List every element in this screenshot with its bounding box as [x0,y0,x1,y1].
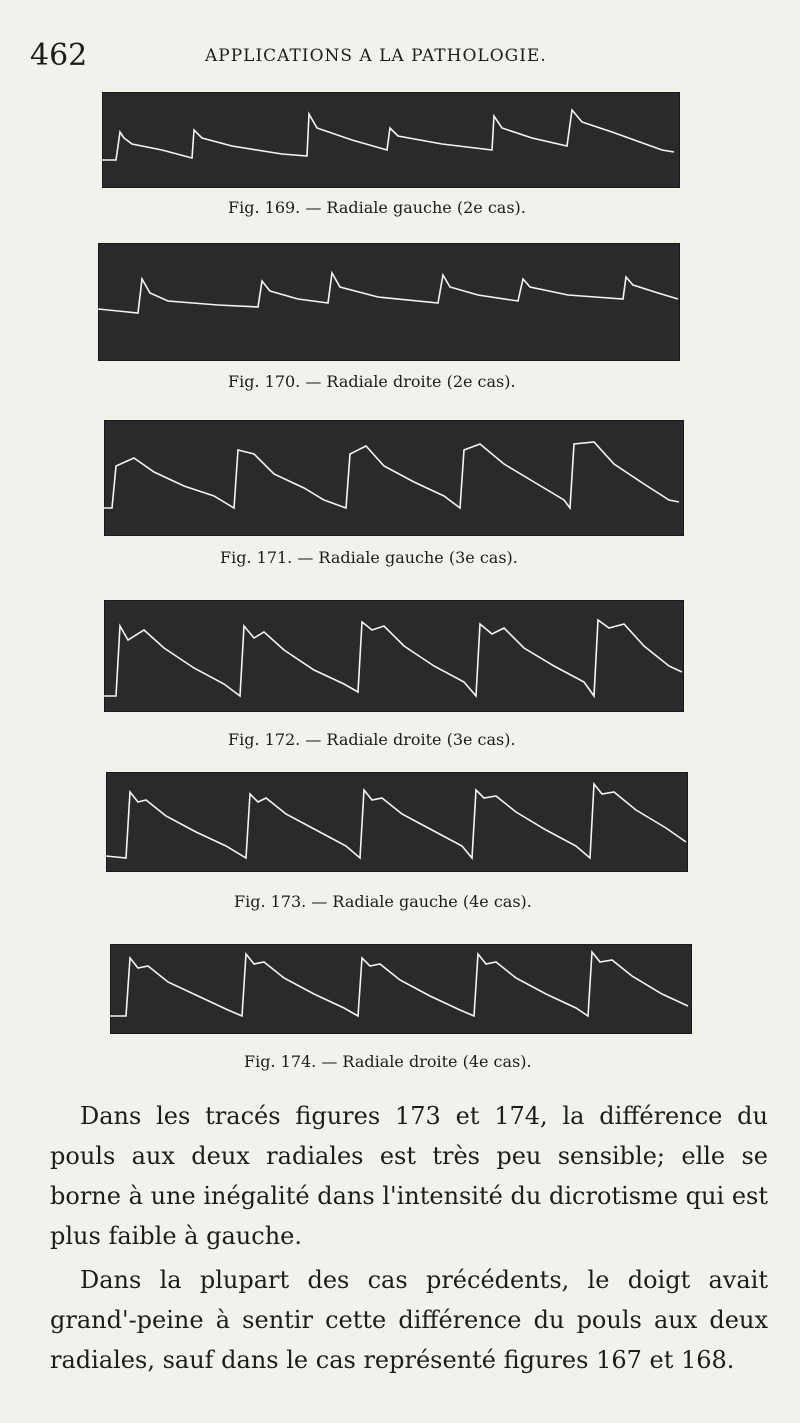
caption-fig-169: Fig. 169. — Radiale gauche (2e cas). [228,198,526,217]
caption-fig-170: Fig. 170. — Radiale droite (2e cas). [228,372,516,391]
body-text [50,1096,768,1256]
caption-fig-172: Fig. 172. — Radiale droite (3e cas). [228,730,516,749]
trace-fig-170 [98,243,680,361]
trace-fig-172 [104,600,684,712]
paragraph-1: Dans les tracés figures 173 et 174, la différence du pouls aux deux radiales est très peu sensible; elle se borne à une inégalité dans l'intensité du dicrotisme qui est plus faible à gauche. [50,1102,768,1250]
trace-fig-173 [106,772,688,872]
page-number: 462 [30,38,88,73]
caption-fig-174: Fig. 174. — Radiale droite (4e cas). [244,1052,532,1071]
trace-fig-169 [102,92,680,188]
caption-fig-173: Fig. 173. — Radiale gauche (4e cas). [234,892,532,911]
paragraph-2: Dans la plupart des cas précédents, le doigt avait grand'-peine à sentir cette différence du pouls aux deux radiales, sauf dans le cas représenté figures 167 et 168. [50,1266,768,1374]
trace-fig-171 [104,420,684,536]
caption-fig-171: Fig. 171. — Radiale gauche (3e cas). [220,548,518,567]
running-title: APPLICATIONS A LA PATHOLOGIE. [205,46,547,66]
page-header [30,38,770,78]
trace-fig-174 [110,944,692,1034]
body-text-2 [50,1260,768,1380]
